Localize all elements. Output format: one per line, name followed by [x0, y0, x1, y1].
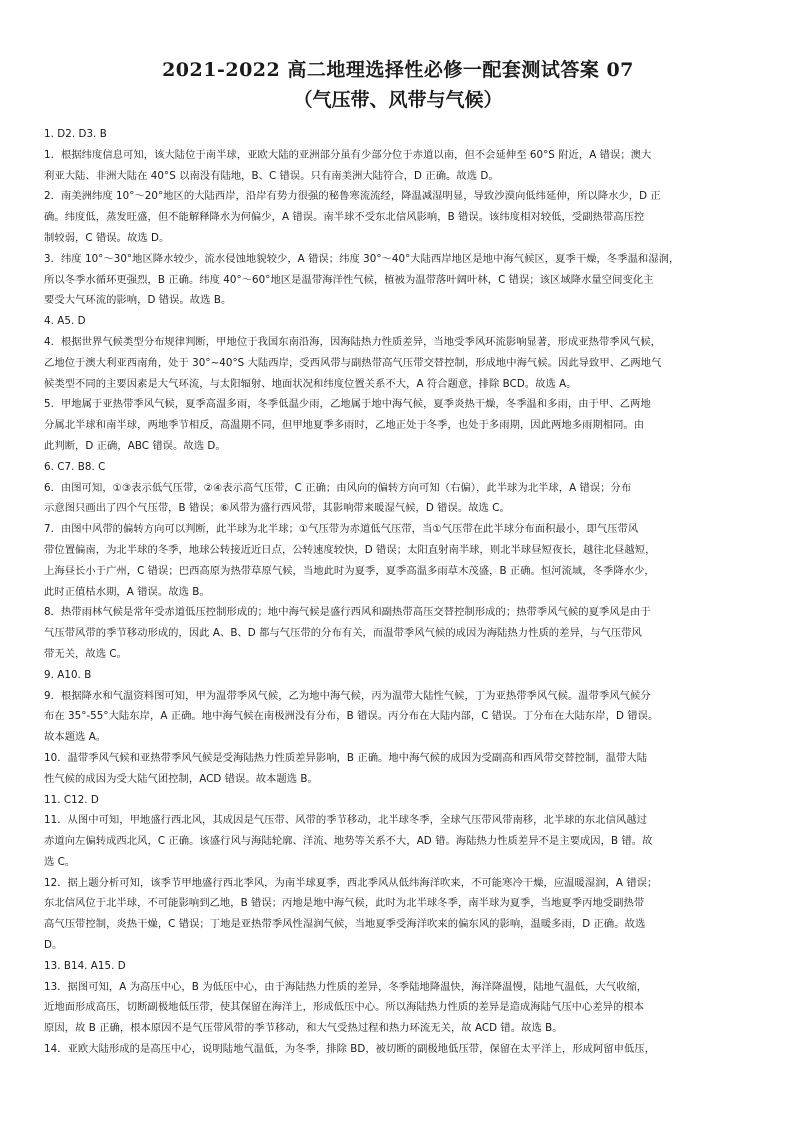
answer-line: 9. A10. B: [44, 668, 92, 681]
page-title: 2021-2022 高二地理选择性必修一配套测试答案 07: [162, 59, 634, 81]
answer-body: [44, 124, 752, 1060]
answer-line: 4．根据世界气候类型分布规律判断，甲地位于我国东南沿海，因海陆热力性质差异，当地受季风环流影响显著，形成亚热带季风气候，: [44, 335, 662, 348]
answer-line: 上海昼长小于广州，C 错误；巴西高原为热带草原气候，当地此时为夏季，夏季高温多雨草木茂盛，B 正确。恒河流域，冬季降水少，: [44, 564, 655, 577]
answer-line: 6. C7. B8. C: [44, 460, 106, 473]
answer-line: 带位置偏南，为北半球的冬季，地球公转接近近日点，公转速度较快，D 错误；太阳直射南半球，则北半球昼短夜长，越往北昼越短，: [44, 543, 656, 556]
answer-line: 6．由图可知，①③表示低气压带，②④表示高气压带，C 正确；由风向的偏转方向可知（右偏），此半球为北半球，A 错误；分布: [44, 481, 632, 494]
answer-line: 故本题选 A。: [44, 731, 107, 744]
answer-line: 原因，故 B 正确，根本原因不是气压带风带的季节移动，和大气受热过程和热力环流无关，故 ACD 错。故选 B。: [44, 1022, 563, 1035]
answer-line: 性气候的成因为受大陆气团控制，ACD 错误。故本题选 B。: [44, 772, 318, 785]
page-subtitle: （气压带、风带与气候）: [293, 89, 503, 111]
answer-line: 此时正值枯水期，A 错误。故选 B。: [44, 585, 210, 598]
answer-line: 12．据上题分析可知，该季节甲地盛行西北季风，为南半球夏季，西北季风从低纬海洋吹来，不可能寒冷干燥，应温暖湿润，A 错误；: [44, 876, 658, 889]
answer-line: 13. B14. A15. D: [44, 959, 126, 972]
answer-line: 气压带风带的季节移动形成的，因此 A、B、D 都与气压带的分布有关，而温带季风气候的成因为海陆热力性质的差异，与气压带风: [44, 627, 642, 640]
answer-line: 所以冬季水循环更强烈，B 正确。纬度 40°～60°地区是温带海洋性气候，植被为温带落叶阔叶林，C 错误；该区域降水量空间变化主: [44, 273, 654, 286]
answer-line: 要受大气环流的影响，D 错误。故选 B。: [44, 294, 232, 307]
answer-line: 高气压带控制，炎热干燥，C 错误；丁地是亚热带季风性湿润气候，当地夏季受海洋吹来的偏东风的影响，温暖多雨，D 正确。故选: [44, 918, 646, 931]
answer-line: 10．温带季风气候和亚热带季风气候是受海陆热力性质差异影响，B 正确。地中海气候的成因为受副高和西风带交替控制，温带大陆: [44, 751, 648, 764]
answer-line: D。: [44, 939, 63, 952]
answer-line: 候类型不同的主要因素是大气环流，与太阳辐射、地面状况和纬度位置关系不大，A 符合题意，排除 BCD。故选 A。: [44, 377, 577, 390]
answer-line: 东北信风位于北半球，不可能影响到乙地，B 错误；丙地是地中海气候，此时为北半球冬季，南半球为夏季，当地夏季丙地受副热带: [44, 897, 645, 910]
answer-line: 3．纬度 10°～30°地区降水较少，流水侵蚀地貌较少，A 错误；纬度 30°～40°大陆西岸地区是地中海气候区，夏季干燥，冬季温和湿润，: [44, 252, 680, 265]
answer-line: 1．根据纬度信息可知，该大陆位于南半球，亚欧大陆的亚洲部分虽有少部分位于赤道以南，但不会延伸至 60°S 附近，A 错误；澳大: [44, 148, 652, 161]
answer-line: 7．由图中风带的偏转方向可以判断，此半球为北半球；①气压带为赤道低气压带，当①气压带在此半球分布面积最小，即气压带风: [44, 523, 639, 536]
answer-line: 此判断，D 正确，ABC 错误。故选 D。: [44, 439, 226, 452]
answer-line: 乙地位于澳大利亚西南角，处于 30°~40°S 大陆西岸，受西风带与副热带高气压带交替控制，形成地中海气候。因此导致甲、乙两地气: [44, 356, 662, 369]
answer-line: 利亚大陆、非洲大陆在 40°S 以南没有陆地，B、C 错误。只有南美洲大陆符合，D 正确。故选 D。: [44, 169, 499, 182]
answer-line: 分属北半球和南半球，两地季节相反，高温期不同，但甲地夏季多雨时，乙地正处于冬季，也处于多雨期，因此两地多雨期相同。由: [44, 419, 645, 432]
answer-line: 制较弱，C 错误。故选 D。: [44, 231, 170, 244]
answer-line: 9．根据降水和气温资料图可知，甲为温带季风气候，乙为地中海气候，丙为温带大陆性气候，丁为亚热带季风气候。温带季风气候分: [44, 689, 651, 702]
answer-line: 11．从图中可知，甲地盛行西北风，其成因是气压带、风带的季节移动，北半球冬季，全球气压带风带南移，北半球的东北信风越过: [44, 814, 647, 827]
answer-line: 5．甲地属于亚热带季风气候，夏季高温多雨，冬季低温少雨，乙地属于地中海气候，夏季炎热干燥，冬季温和多雨，由于甲、乙两地: [44, 398, 651, 411]
answer-line: 选 C。: [44, 855, 76, 868]
answer-line: 8．热带雨林气候是常年受赤道低压控制形成的；地中海气候是盛行西风和副热带高压交替控制形成的；热带季风气候的夏季风是由于: [44, 606, 651, 619]
answer-line: 11. C12. D: [44, 793, 99, 806]
answer-line: 1. D2. D3. B: [44, 128, 107, 140]
answer-line: 13．据图可知，A 为高压中心，B 为低压中心，由于海陆热力性质的差异，冬季陆地降温快，海洋降温慢，陆地气温低，大气收缩，: [44, 980, 648, 993]
answer-line: 布在 35°-55°大陆东岸，A 正确。地中海气候在南极洲没有分布，B 错误。丙分布在大陆内部，C 错误。丁分布在大陆东岸，D 错误。: [44, 710, 659, 723]
answer-line: 近地面形成高压，切断副极地低压带，使其保留在海洋上，形成低压中心。所以海陆热力性质的差异是造成海陆气压中心差异的根本: [44, 1001, 645, 1014]
answer-line: 赤道向左偏转成西北风，C 正确。该盛行风与海陆轮廓、洋流、地势等关系不大，AD 错。海陆热力性质差异不是主要成因，B 错。故: [44, 835, 653, 848]
answer-line: 确。纬度低，蒸发旺盛，但不能解释降水为何偏少，A 错误。南半球不受东北信风影响，B 错误。该纬度相对较低，受副热带高压控: [44, 211, 645, 224]
answer-line: 2．南美洲纬度 10°～20°地区的大陆西岸，沿岸有势力很强的秘鲁寒流流经，降温减湿明显，导致沙漠向低纬延伸，所以降水少，D 正: [44, 190, 661, 203]
answer-line: 示意图只画出了四个气压带，B 错误；⑥风带为盛行西风带，其影响带来暖湿气候，D 错误。故选 C。: [44, 502, 510, 515]
answer-line: 4. A5. D: [44, 315, 86, 328]
answer-line: 带无关，故选 C。: [44, 647, 127, 660]
answer-line: 14．亚欧大陆形成的是高压中心，说明陆地气温低，为冬季，排除 BD，被切断的副极地低压带，保留在太平洋上，形成阿留申低压，: [44, 1043, 656, 1056]
